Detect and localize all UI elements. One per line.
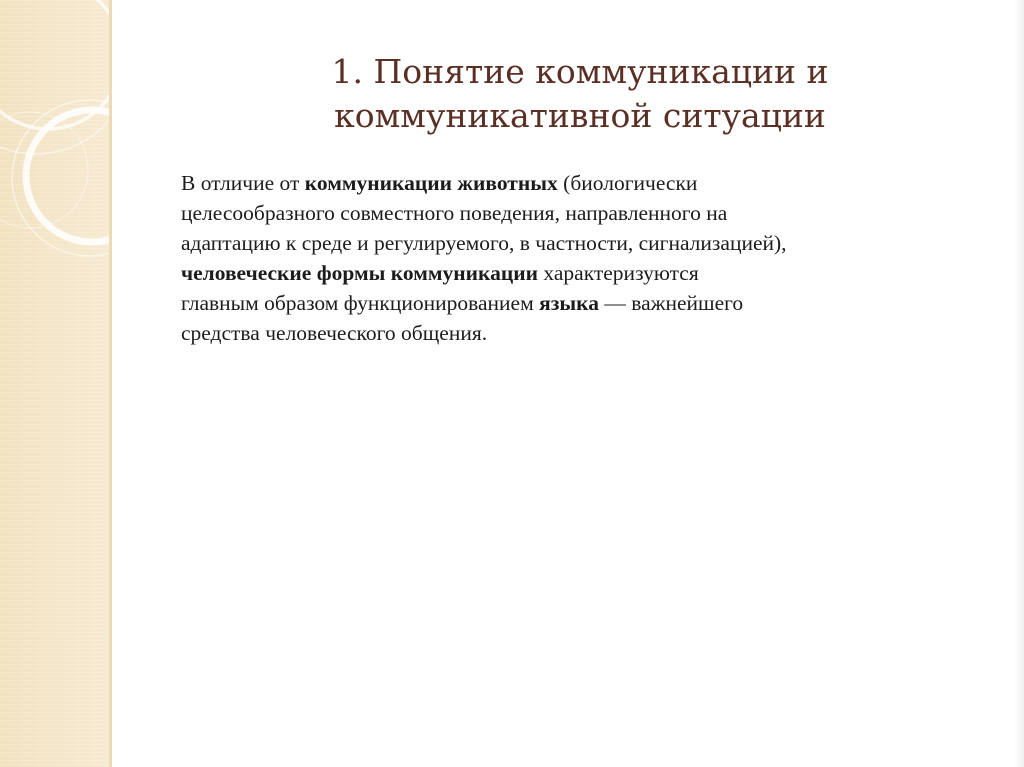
body-text-line: [181, 228, 981, 258]
emphasized-term: человеческие формы коммуникации: [181, 261, 539, 285]
decorative-side-band: [0, 0, 112, 767]
slide-edge-shadow: [1014, 0, 1024, 767]
body-text-run: адаптацию к среде и регулируемого, в частности, сигнализацией),: [181, 231, 787, 255]
body-text-run: (биологически: [557, 171, 698, 195]
body-text-line: [181, 168, 981, 198]
body-text-run: средства человеческого общения.: [181, 321, 488, 345]
emphasized-term: языка: [539, 291, 599, 315]
side-band-edge: [109, 0, 112, 767]
body-text-run: характеризуются: [538, 261, 699, 285]
body-text-line: [181, 288, 981, 318]
body-text-run: В отличие от: [181, 171, 305, 195]
decorative-rings-icon: [0, 0, 112, 767]
body-text-run: — важнейшего: [598, 291, 744, 315]
body-text-line: [181, 198, 981, 228]
body-text-run: целесообразного совместного поведения, направленного на: [181, 201, 728, 225]
body-text-line: [181, 258, 981, 288]
slide-title: [260, 50, 900, 138]
slide-title-line: 1. Понятие коммуникации и: [331, 52, 829, 91]
slide-title-line: коммуникативной ситуации: [334, 96, 826, 135]
slide-body-text: [181, 168, 981, 348]
emphasized-term: коммуникации животных: [304, 171, 558, 195]
body-text-run: главным образом функционированием: [181, 291, 540, 315]
body-text-line: [181, 318, 981, 348]
